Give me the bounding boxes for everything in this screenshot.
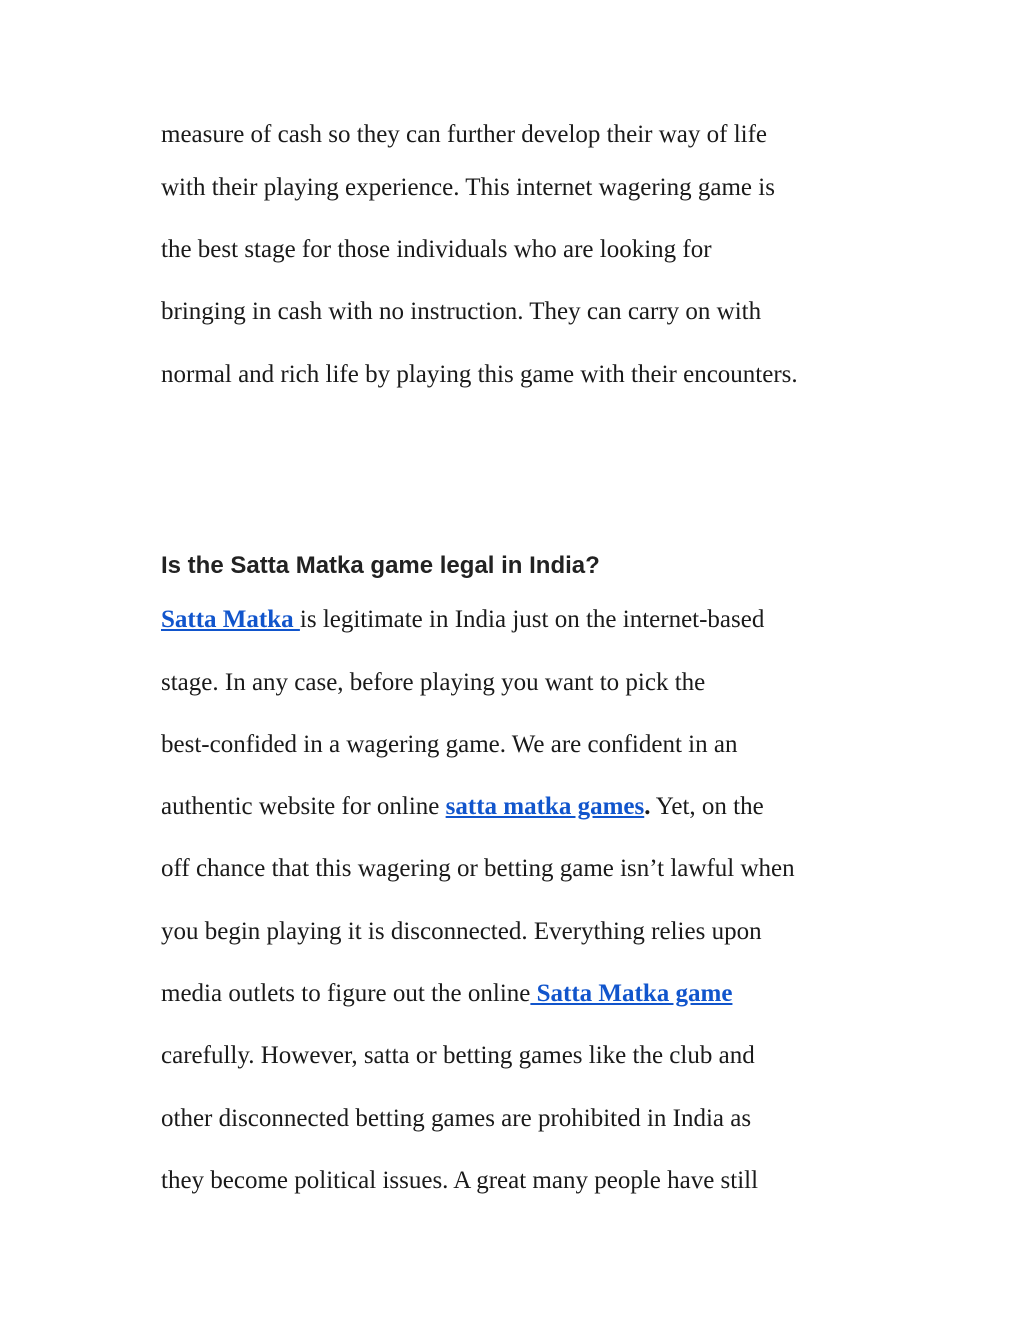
- paragraph-line: measure of cash so they can further develop their way of life: [161, 121, 768, 148]
- paragraph-line: stage. In any case, before playing you want to pick the: [161, 669, 706, 696]
- line-text: is legitimate in India just on the internet-based: [299, 606, 765, 633]
- line-text: media outlets to figure out the online: [161, 980, 531, 1007]
- paragraph-line: [161, 979, 732, 1009]
- paragraph-line: the best stage for those individuals who are looking for: [161, 236, 712, 263]
- line-text: Yet, on the: [650, 793, 764, 820]
- paragraph-line: [161, 605, 764, 635]
- paragraph-line: they become political issues. A great many people have still: [161, 1167, 759, 1194]
- paragraph-line: [161, 792, 764, 822]
- satta-matka-game-link[interactable]: Satta Matka game: [530, 980, 733, 1007]
- paragraph-line: normal and rich life by playing this game with their encounters.: [161, 361, 798, 388]
- satta-matka-link[interactable]: Satta Matka: [161, 606, 300, 633]
- paragraph-line: off chance that this wagering or betting game isn’t lawful when: [161, 855, 795, 882]
- satta-matka-games-link[interactable]: satta matka games: [445, 793, 645, 820]
- paragraph-line: you begin playing it is disconnected. Everything relies upon: [161, 918, 762, 945]
- section-heading: Is the Satta Matka game legal in India?: [161, 552, 600, 579]
- paragraph-line: bringing in cash with no instruction. They can carry on with: [161, 298, 762, 325]
- line-text: authentic website for online: [161, 793, 446, 820]
- paragraph-line: best-confided in a wagering game. We are confident in an: [161, 731, 738, 758]
- paragraph-line: other disconnected betting games are prohibited in India as: [161, 1105, 752, 1132]
- paragraph-line: carefully. However, satta or betting games like the club and: [161, 1042, 755, 1069]
- bold-period: .: [644, 793, 651, 820]
- paragraph-line: with their playing experience. This internet wagering game is: [161, 174, 775, 201]
